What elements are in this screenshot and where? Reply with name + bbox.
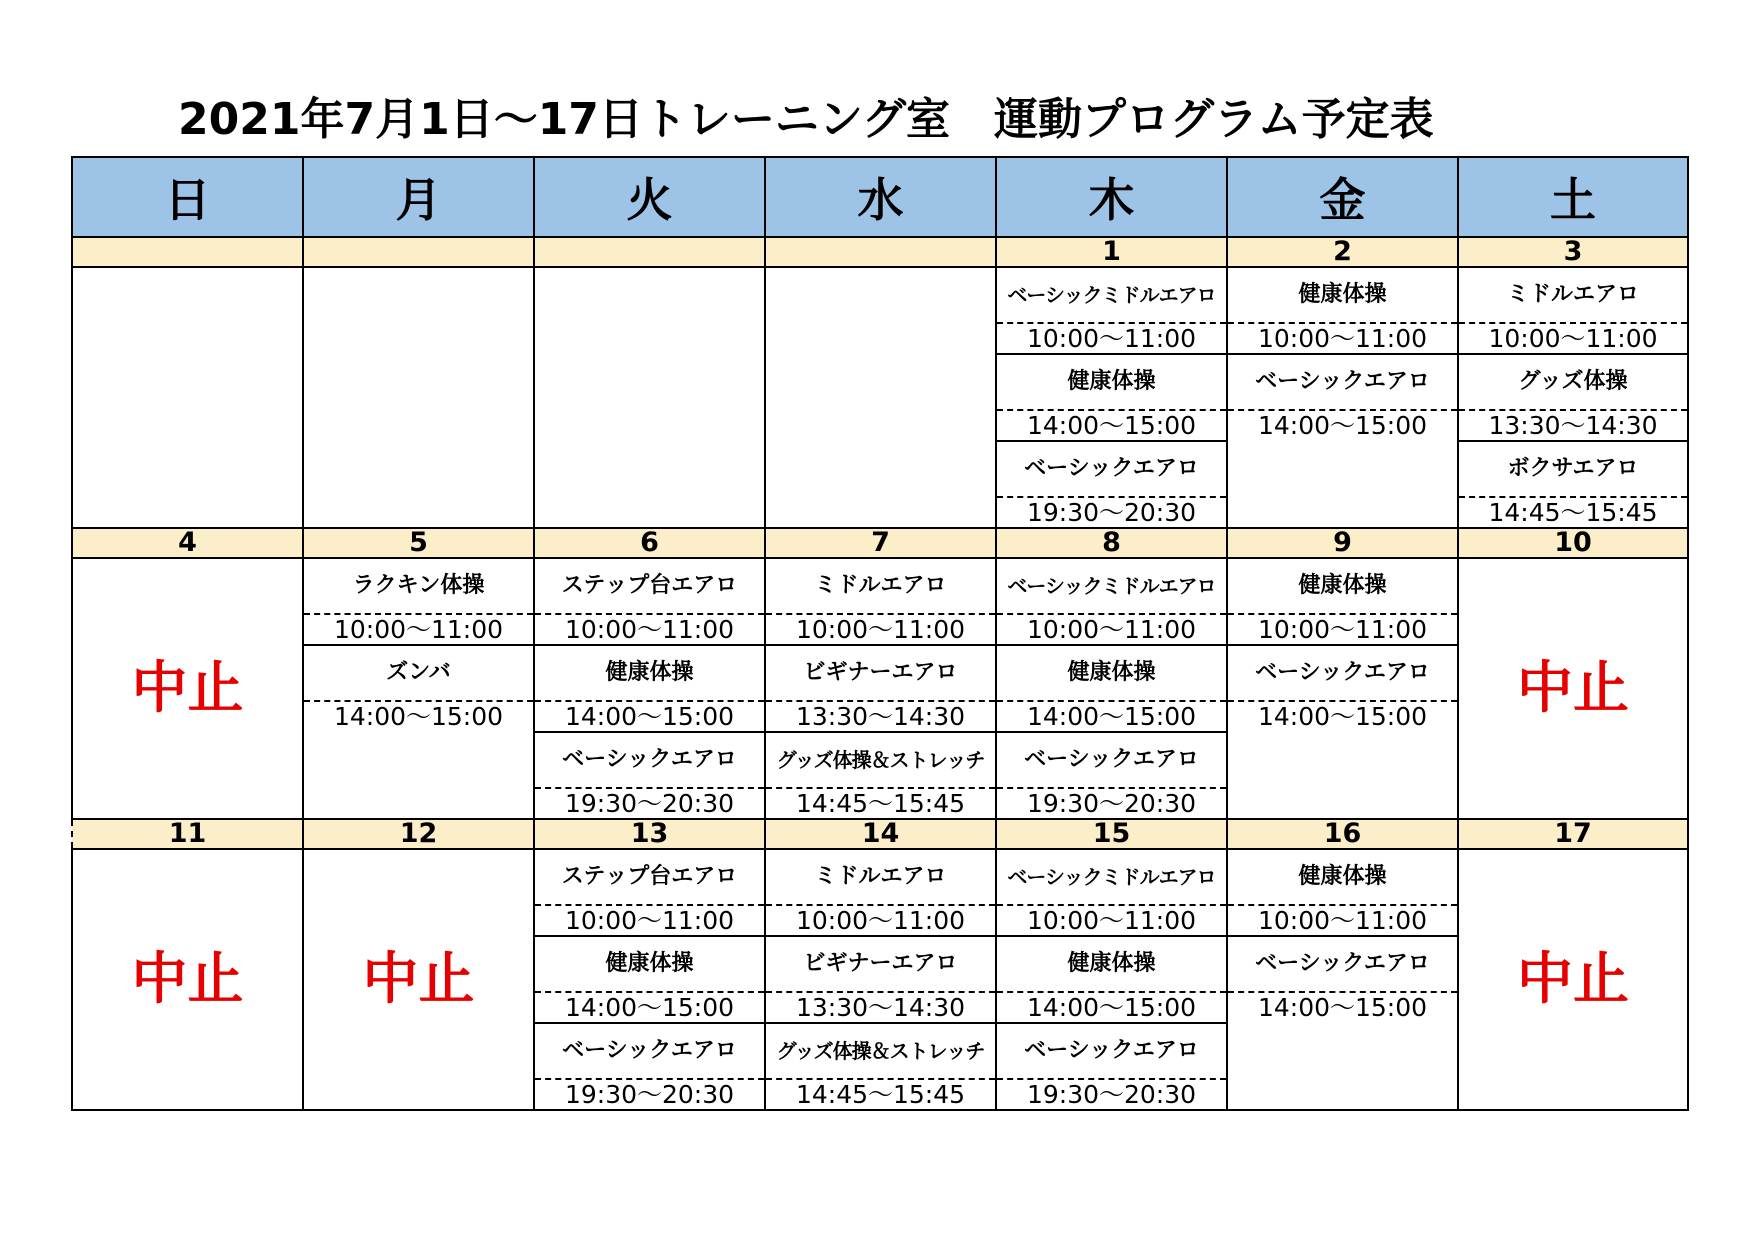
program-name: ベーシックエアロ (535, 1024, 764, 1080)
program-time: 19:30～20:30 (564, 1080, 735, 1109)
day-number: 14 (765, 819, 996, 849)
program-entry (535, 733, 764, 818)
program-name: 健康体操 (1228, 559, 1457, 615)
program-time: 19:30～20:30 (1026, 1080, 1197, 1109)
program-name: ミドルエアロ (766, 559, 995, 615)
date-row (72, 528, 1688, 558)
program-time: 14:00～15:00 (1257, 702, 1428, 731)
program-name: ベーシックエアロ (997, 733, 1226, 789)
program-name: グッズ体操＆ストレッチ (766, 1024, 995, 1080)
program-name: ベーシックエアロ (535, 733, 764, 789)
program-name: ズンバ (304, 646, 533, 702)
day-cell (534, 558, 765, 819)
program-name: 健康体操 (997, 937, 1226, 993)
program-entry (997, 1024, 1226, 1109)
program-entry (997, 646, 1226, 733)
day-number: 10 (1458, 528, 1688, 558)
program-entry (766, 733, 995, 818)
program-name: グッズ体操 (1459, 355, 1687, 411)
program-entry (535, 646, 764, 733)
day-cell (72, 558, 303, 819)
day-cell (996, 267, 1227, 528)
program-entry (766, 1024, 995, 1109)
program-time: 14:00～15:00 (1257, 411, 1428, 440)
program-name: ベーシックエアロ (997, 1024, 1226, 1080)
day-number (534, 237, 765, 267)
program-entry (1459, 442, 1687, 527)
day-cell (303, 267, 534, 528)
program-time: 13:30～14:30 (795, 702, 966, 731)
cancelled-label: 中止 (1517, 655, 1629, 721)
week-row (72, 849, 1688, 1110)
day-cell (1458, 558, 1688, 819)
program-entry (997, 442, 1226, 527)
day-cell (303, 558, 534, 819)
cancelled-label: 中止 (362, 946, 475, 1012)
program-time: 10:00～11:00 (1026, 906, 1197, 935)
program-time: 19:30～20:30 (1026, 789, 1197, 818)
weekday-thu: 木 (996, 157, 1227, 237)
program-entry (997, 850, 1226, 937)
program-entry (997, 355, 1226, 442)
schedule-calendar (71, 156, 1689, 1111)
day-cell (1458, 267, 1688, 528)
day-number: 3 (1458, 237, 1688, 267)
weekday-mon: 月 (303, 157, 534, 237)
day-number (72, 237, 303, 267)
program-name: 健康体操 (997, 355, 1226, 411)
program-time: 10:00～11:00 (795, 906, 966, 935)
program-entry (535, 559, 764, 646)
weekday-tue: 火 (534, 157, 765, 237)
week-row (72, 558, 1688, 819)
program-name: 健康体操 (997, 646, 1226, 702)
program-entry (1228, 355, 1457, 440)
week-row (72, 267, 1688, 528)
program-time: 19:30～20:30 (564, 789, 735, 818)
day-cell (1227, 849, 1458, 1110)
program-name: ベーシックエアロ (1228, 937, 1457, 993)
cancelled-label: 中止 (1517, 946, 1629, 1012)
day-number: 9 (1227, 528, 1458, 558)
program-entry (535, 1024, 764, 1109)
program-entry (997, 937, 1226, 1024)
day-cell (765, 558, 996, 819)
program-time: 14:00～15:00 (1026, 702, 1197, 731)
program-time: 10:00～11:00 (1026, 615, 1197, 644)
day-number: 7 (765, 528, 996, 558)
day-cell (303, 849, 534, 1110)
program-entry (766, 646, 995, 733)
weekday-header-row (72, 157, 1688, 237)
day-number: 11 (72, 819, 303, 849)
day-number: 8 (996, 528, 1227, 558)
program-name: ベーシックミドルエアロ (997, 268, 1226, 324)
day-cell (765, 267, 996, 528)
program-entry (997, 733, 1226, 818)
program-name: ビギナーエアロ (766, 937, 995, 993)
day-cell (996, 558, 1227, 819)
program-time: 10:00～11:00 (1257, 615, 1428, 644)
program-name: 健康体操 (535, 937, 764, 993)
program-time: 14:45～15:45 (795, 789, 966, 818)
program-time: 13:30～14:30 (795, 993, 966, 1022)
calendar-body (72, 237, 1688, 1110)
program-name: ボクサエアロ (1459, 442, 1687, 498)
day-number: 1 (996, 237, 1227, 267)
program-entry (1228, 559, 1457, 646)
program-name: グッズ体操＆ストレッチ (766, 733, 995, 789)
day-number: 17 (1458, 819, 1688, 849)
day-number: 12 (303, 819, 534, 849)
program-entry (1228, 937, 1457, 1022)
day-number (303, 237, 534, 267)
program-time: 14:00～15:00 (333, 702, 504, 731)
day-number: 15 (996, 819, 1227, 849)
program-entry (1228, 646, 1457, 731)
day-number: 16 (1227, 819, 1458, 849)
program-time: 10:00～11:00 (564, 615, 735, 644)
weekday-wed: 水 (765, 157, 996, 237)
program-entry (304, 646, 533, 731)
program-name: ベーシックミドルエアロ (997, 559, 1226, 615)
weekday-sun: 日 (72, 157, 303, 237)
day-number: 5 (303, 528, 534, 558)
program-entry (766, 937, 995, 1024)
day-number: 6 (534, 528, 765, 558)
program-entry (1459, 268, 1687, 355)
cancelled-label: 中止 (131, 655, 244, 721)
program-entry (766, 559, 995, 646)
program-time: 14:00～15:00 (1026, 411, 1197, 440)
program-name: 健康体操 (1228, 268, 1457, 324)
day-cell (996, 849, 1227, 1110)
date-row (72, 237, 1688, 267)
day-cell (1458, 849, 1688, 1110)
program-time: 10:00～11:00 (1257, 906, 1428, 935)
program-entry (535, 937, 764, 1024)
program-time: 10:00～11:00 (333, 615, 504, 644)
program-entry (1228, 850, 1457, 937)
program-entry (1228, 268, 1457, 355)
program-name: ベーシックミドルエアロ (997, 850, 1226, 906)
program-time: 10:00～11:00 (1026, 324, 1197, 353)
program-name: ミドルエアロ (766, 850, 995, 906)
program-time: 14:00～15:00 (564, 702, 735, 731)
program-time: 14:00～15:00 (1257, 993, 1428, 1022)
program-time: 10:00～11:00 (564, 906, 735, 935)
weekday-fri: 金 (1227, 157, 1458, 237)
day-number: 13 (534, 819, 765, 849)
day-cell (1227, 267, 1458, 528)
program-name: ステップ台エアロ (535, 559, 764, 615)
program-entry (304, 559, 533, 646)
program-name: 健康体操 (1228, 850, 1457, 906)
program-time: 10:00～11:00 (795, 615, 966, 644)
weekday-sat: 土 (1458, 157, 1688, 237)
day-number (765, 237, 996, 267)
day-number: 2 (1227, 237, 1458, 267)
program-name: ベーシックエアロ (1228, 355, 1457, 411)
program-time: 14:45～15:45 (1488, 498, 1658, 527)
program-time: 14:45～15:45 (795, 1080, 966, 1109)
program-entry (766, 850, 995, 937)
program-entry (997, 268, 1226, 355)
day-cell (534, 267, 765, 528)
day-cell (72, 267, 303, 528)
program-time: 19:30～20:30 (1026, 498, 1197, 527)
program-name: ベーシックエアロ (997, 442, 1226, 498)
date-row (72, 819, 1688, 849)
cancelled-label: 中止 (131, 946, 244, 1012)
day-cell (1227, 558, 1458, 819)
program-time: 10:00～11:00 (1257, 324, 1428, 353)
program-time: 13:30～14:30 (1488, 411, 1658, 440)
program-time: 14:00～15:00 (1026, 993, 1197, 1022)
day-cell (534, 849, 765, 1110)
program-name: ビギナーエアロ (766, 646, 995, 702)
program-name: ステップ台エアロ (535, 850, 764, 906)
program-name: ラクキン体操 (304, 559, 533, 615)
program-name: ミドルエアロ (1459, 268, 1687, 324)
program-name: 健康体操 (535, 646, 764, 702)
program-name: ベーシックエアロ (1228, 646, 1457, 702)
day-number: 4 (72, 528, 303, 558)
program-time: 14:00～15:00 (564, 993, 735, 1022)
program-entry (1459, 355, 1687, 442)
day-cell (765, 849, 996, 1110)
program-entry (997, 559, 1226, 646)
page-title: 2021年7月1日～17日トレーニング室 運動プログラム予定表 (178, 94, 1434, 145)
day-cell (72, 849, 303, 1110)
program-entry (535, 850, 764, 937)
program-time: 10:00～11:00 (1488, 324, 1658, 353)
